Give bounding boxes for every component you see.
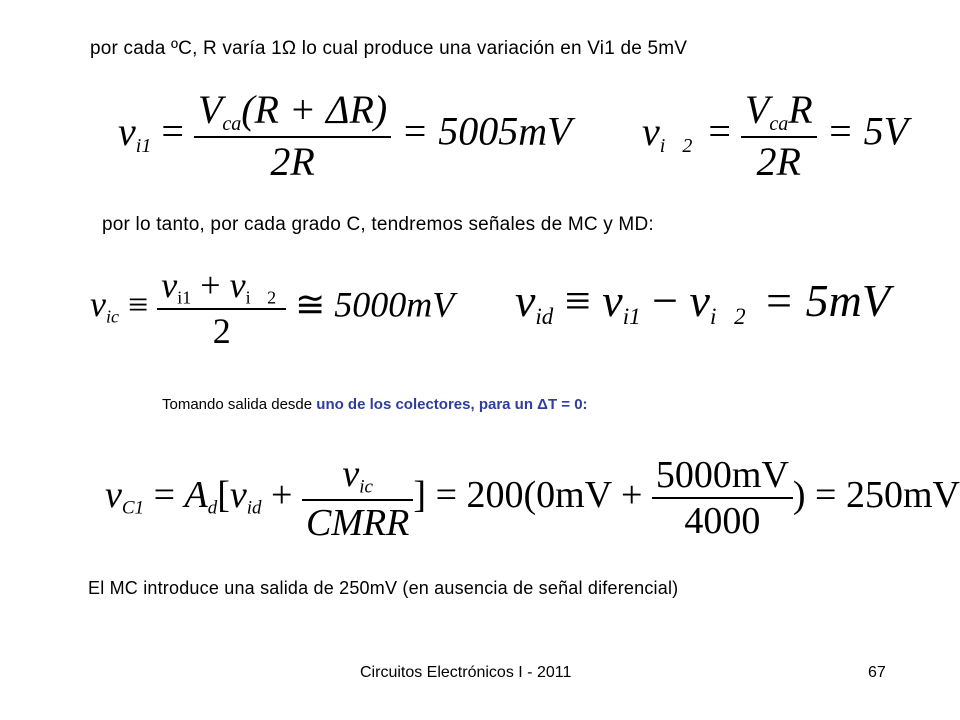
note-text bbox=[162, 396, 588, 413]
eq4-lhs: $v_{id}$ bbox=[515, 275, 554, 330]
eq2-op: = bbox=[708, 108, 731, 154]
note-highlight: uno de los colectores, para un ΔT = 0: bbox=[316, 396, 588, 413]
heading-text: por cada ºC, R varía 1Ω lo cual produce una variación en Vi1 de 5mV bbox=[90, 38, 688, 59]
page-number: 67 bbox=[868, 664, 886, 681]
eq1-lhs: $v_{i1}$ bbox=[118, 108, 152, 157]
equation-vid bbox=[515, 274, 890, 330]
eq5-fraction-value: $\frac{5000mV}{4000}$ bbox=[652, 453, 793, 543]
eq2-lhs: vi 2 bbox=[642, 108, 699, 157]
eq5-fraction-cmrr: $\frac{v_{ic}}{\text{CMRR}}$ bbox=[302, 452, 413, 545]
eq1-fraction: $\frac{V_{ca}(R + \Delta R)}{2R}$ bbox=[194, 86, 391, 185]
eq4-result: = 5mV bbox=[763, 275, 890, 326]
eq5-close-bracket: ] bbox=[413, 474, 427, 517]
eq3-fraction: $\frac{v_{i1} + vi 2}{2}$ bbox=[157, 264, 286, 352]
eq5-lhs: $v_{C1}$ bbox=[105, 474, 145, 519]
md-mc-text: por lo tanto, por cada grado C, tendremos señales de MC y MD: bbox=[102, 214, 654, 235]
eq2-result: = 5V bbox=[826, 108, 909, 154]
conclusion-text: El MC introduce una salida de 250mV (en ausencia de señal diferencial) bbox=[88, 578, 679, 598]
eq3-op: ≡ bbox=[127, 284, 149, 325]
eq5-result: ) = 250mV bbox=[792, 474, 960, 517]
eq3-result: 5000mV bbox=[334, 284, 455, 325]
eq5-middle: = 200(0mV + bbox=[435, 474, 643, 517]
note-prefix: Tomando salida desde bbox=[162, 396, 317, 413]
footer-title: Circuitos Electrónicos I - 2011 bbox=[360, 664, 572, 681]
eq5-vid: $v_{id}$ bbox=[229, 474, 262, 519]
eq5-ad: $A_d$ bbox=[184, 474, 218, 519]
equation-vic bbox=[90, 264, 454, 352]
eq2-fraction: $\frac{V_{ca}R}{2R}$ bbox=[741, 86, 817, 185]
eq4-minus: − bbox=[652, 275, 679, 326]
eq3-lhs: $v_{ic}$ bbox=[90, 284, 119, 327]
eq4-b: vi 2 bbox=[689, 275, 752, 330]
eq4-op: ≡ bbox=[564, 275, 591, 326]
eq1-op: = bbox=[161, 108, 184, 154]
eq5-plus: + bbox=[271, 474, 293, 517]
equation-vc1 bbox=[105, 452, 960, 545]
eq3-approx: ≅ bbox=[295, 284, 326, 325]
equation-vi2 bbox=[642, 86, 908, 185]
eq4-a: $v_{i1}$ bbox=[602, 275, 641, 330]
eq1-result: = 5005mV bbox=[401, 108, 572, 154]
eq5-open-bracket: [ bbox=[217, 474, 230, 517]
eq5-equals: = bbox=[153, 474, 175, 517]
equation-vi1 bbox=[118, 86, 572, 185]
